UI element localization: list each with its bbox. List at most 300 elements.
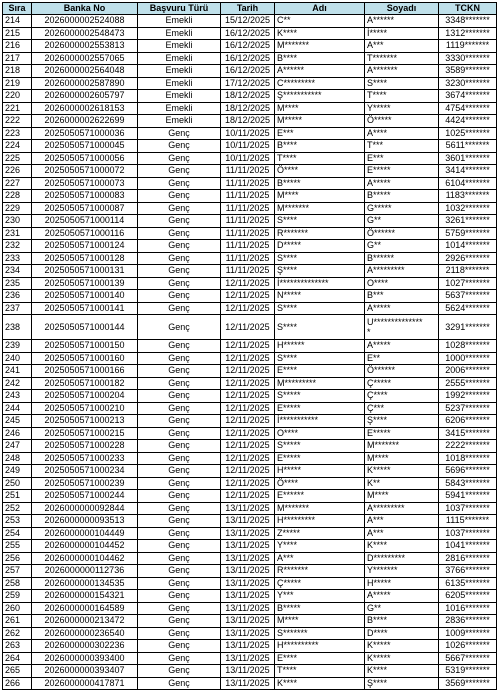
cell-adi: T****: [275, 152, 365, 165]
cell-tarih: 13/11/2025: [221, 590, 275, 603]
cell-banka-no: 2026000002587890: [32, 77, 138, 90]
cell-soyadi: A*********: [365, 502, 439, 515]
cell-tckn: 1119*******: [439, 40, 497, 53]
cell-sira: 225: [3, 152, 32, 165]
cell-adi: E*****: [275, 402, 365, 415]
cell-basvuru-turu: Genç: [138, 540, 221, 553]
cell-sira: 236: [3, 290, 32, 303]
cell-banka-no: 2025050571000228: [32, 440, 138, 453]
table-row: [3, 240, 497, 253]
cell-adi: B****: [275, 52, 365, 65]
cell-basvuru-turu: Emekli: [138, 52, 221, 65]
cell-soyadi: Ö******: [365, 227, 439, 240]
cell-tarih: 11/11/2025: [221, 190, 275, 203]
cell-banka-no: 2025050571000166: [32, 365, 138, 378]
cell-tckn: 1009*******: [439, 627, 497, 640]
cell-sira: 241: [3, 365, 32, 378]
cell-soyadi: G**: [365, 215, 439, 228]
cell-soyadi: S****: [365, 77, 439, 90]
cell-banka-no: 2025050571000073: [32, 177, 138, 190]
cell-soyadi: A*******: [365, 65, 439, 78]
cell-tckn: 4754*******: [439, 102, 497, 115]
cell-adi: R*******: [275, 227, 365, 240]
table-row: [3, 377, 497, 390]
cell-banka-no: 2026000000213472: [32, 615, 138, 628]
table-row: [3, 27, 497, 40]
cell-banka-no: 2026000002622699: [32, 115, 138, 128]
cell-soyadi: G**: [365, 602, 439, 615]
cell-tckn: 5624*******: [439, 302, 497, 315]
cell-basvuru-turu: Genç: [138, 427, 221, 440]
cell-tckn: 3601*******: [439, 152, 497, 165]
cell-basvuru-turu: Emekli: [138, 115, 221, 128]
cell-banka-no: 2025050571000131: [32, 265, 138, 278]
cell-sira: 254: [3, 527, 32, 540]
table-row: [3, 65, 497, 78]
cell-banka-no: 2025050571000036: [32, 127, 138, 140]
cell-tarih: 12/11/2025: [221, 390, 275, 403]
cell-tarih: 13/11/2025: [221, 640, 275, 653]
table-row: [3, 527, 497, 540]
cell-banka-no: 2025050571000213: [32, 415, 138, 428]
cell-basvuru-turu: Genç: [138, 227, 221, 240]
cell-basvuru-turu: Emekli: [138, 77, 221, 90]
table-row: [3, 277, 497, 290]
table-row: [3, 590, 497, 603]
cell-tarih: 10/11/2025: [221, 152, 275, 165]
cell-adi: Y****: [275, 540, 365, 553]
cell-sira: 238: [3, 315, 32, 340]
table-row: [3, 315, 497, 340]
cell-banka-no: 2026000002618153: [32, 102, 138, 115]
cell-adi: E******: [275, 490, 365, 503]
cell-adi: Y***: [275, 590, 365, 603]
cell-banka-no: 2025050571000124: [32, 240, 138, 253]
cell-basvuru-turu: Genç: [138, 502, 221, 515]
cell-basvuru-turu: Genç: [138, 365, 221, 378]
cell-tckn: 5759*******: [439, 227, 497, 240]
cell-tarih: 11/11/2025: [221, 165, 275, 178]
cell-soyadi: K**: [365, 477, 439, 490]
cell-soyadi: U************** *: [365, 315, 439, 340]
cell-banka-no: 2026000000302236: [32, 640, 138, 653]
cell-tarih: 17/12/2025: [221, 77, 275, 90]
cell-tckn: 4424*******: [439, 115, 497, 128]
cell-tarih: 12/11/2025: [221, 465, 275, 478]
cell-basvuru-turu: Genç: [138, 515, 221, 528]
cell-basvuru-turu: Genç: [138, 127, 221, 140]
cell-adi: Ş****: [275, 265, 365, 278]
cell-tarih: 12/11/2025: [221, 490, 275, 503]
cell-sira: 262: [3, 627, 32, 640]
cell-tckn: 2222*******: [439, 440, 497, 453]
table-row: [3, 402, 497, 415]
cell-soyadi: A******: [365, 15, 439, 28]
cell-tckn: 1000*******: [439, 352, 497, 365]
cell-sira: 256: [3, 552, 32, 565]
cell-soyadi: B****: [365, 615, 439, 628]
cell-banka-no: 2026000002548473: [32, 27, 138, 40]
cell-tckn: 2926*******: [439, 252, 497, 265]
cell-basvuru-turu: Genç: [138, 415, 221, 428]
cell-tarih: 13/11/2025: [221, 515, 275, 528]
cell-soyadi: A***: [365, 40, 439, 53]
table-row: [3, 90, 497, 103]
header-soyadi: Soyadı: [365, 3, 439, 15]
cell-basvuru-turu: Genç: [138, 315, 221, 340]
cell-basvuru-turu: Genç: [138, 465, 221, 478]
table-row: [3, 490, 497, 503]
table-row: [3, 77, 497, 90]
cell-tckn: 1027*******: [439, 277, 497, 290]
cell-soyadi: B***: [365, 290, 439, 303]
cell-soyadi: A*********: [365, 265, 439, 278]
table-row: [3, 390, 497, 403]
cell-tckn: 1028*******: [439, 340, 497, 353]
cell-tarih: 15/12/2025: [221, 15, 275, 28]
cell-tarih: 12/11/2025: [221, 290, 275, 303]
table-row: [3, 602, 497, 615]
cell-banka-no: 2026000000104452: [32, 540, 138, 553]
cell-banka-no: 2025050571000182: [32, 377, 138, 390]
cell-tarih: 13/11/2025: [221, 527, 275, 540]
cell-tckn: 3261*******: [439, 215, 497, 228]
table-row: [3, 627, 497, 640]
cell-soyadi: Ç****: [365, 390, 439, 403]
cell-basvuru-turu: Genç: [138, 352, 221, 365]
table-row: [3, 152, 497, 165]
cell-basvuru-turu: Genç: [138, 615, 221, 628]
header-tckn: TCKN: [439, 3, 497, 15]
cell-tarih: 11/11/2025: [221, 227, 275, 240]
cell-banka-no: 2026000000112736: [32, 565, 138, 578]
cell-banka-no: 2025050571000234: [32, 465, 138, 478]
cell-tckn: 5637*******: [439, 290, 497, 303]
cell-adi: E****: [275, 365, 365, 378]
cell-banka-no: 2025050571000210: [32, 402, 138, 415]
cell-tarih: 11/11/2025: [221, 177, 275, 190]
cell-adi: B*****: [275, 177, 365, 190]
cell-tckn: 3589*******: [439, 65, 497, 78]
cell-tckn: 1115*******: [439, 515, 497, 528]
cell-sira: 217: [3, 52, 32, 65]
cell-sira: 232: [3, 240, 32, 253]
cell-tarih: 12/11/2025: [221, 352, 275, 365]
cell-banka-no: 2025050571000141: [32, 302, 138, 315]
cell-basvuru-turu: Genç: [138, 665, 221, 678]
cell-adi: M****: [275, 190, 365, 203]
cell-sira: 266: [3, 677, 32, 690]
cell-banka-no: 2026000002524088: [32, 15, 138, 28]
cell-tckn: 3291*******: [439, 315, 497, 340]
cell-banka-no: 2025050571000144: [32, 315, 138, 340]
table-row: [3, 352, 497, 365]
cell-tarih: 13/11/2025: [221, 552, 275, 565]
table-row: [3, 565, 497, 578]
cell-banka-no: 2025050571000140: [32, 290, 138, 303]
cell-sira: 249: [3, 465, 32, 478]
cell-soyadi: A****: [365, 127, 439, 140]
cell-sira: 257: [3, 565, 32, 578]
cell-banka-no: 2025050571000087: [32, 202, 138, 215]
cell-sira: 264: [3, 652, 32, 665]
cell-banka-no: 2026000000134535: [32, 577, 138, 590]
table-row: [3, 190, 497, 203]
cell-adi: T****: [275, 665, 365, 678]
cell-tckn: 1018*******: [439, 452, 497, 465]
cell-adi: E****: [275, 652, 365, 665]
cell-basvuru-turu: Genç: [138, 565, 221, 578]
cell-basvuru-turu: Emekli: [138, 65, 221, 78]
cell-adi: N*****: [275, 290, 365, 303]
cell-adi: S****: [275, 302, 365, 315]
table-row: [3, 127, 497, 140]
cell-sira: 253: [3, 515, 32, 528]
cell-tarih: 12/11/2025: [221, 315, 275, 340]
cell-adi: C**: [275, 15, 365, 28]
cell-basvuru-turu: Genç: [138, 290, 221, 303]
cell-soyadi: T*******: [365, 52, 439, 65]
cell-tckn: 5319*******: [439, 665, 497, 678]
cell-adi: İ***********: [275, 415, 365, 428]
cell-soyadi: M*******: [365, 440, 439, 453]
cell-banka-no: 2026000002564048: [32, 65, 138, 78]
cell-tarih: 12/11/2025: [221, 477, 275, 490]
cell-sira: 255: [3, 540, 32, 553]
cell-adi: S*******: [275, 627, 365, 640]
cell-adi: Ö****: [275, 165, 365, 178]
cell-banka-no: 2026000002605797: [32, 90, 138, 103]
cell-basvuru-turu: Emekli: [138, 90, 221, 103]
cell-soyadi: O****: [365, 277, 439, 290]
cell-tckn: 1014*******: [439, 240, 497, 253]
table-row: [3, 165, 497, 178]
cell-soyadi: A***: [365, 527, 439, 540]
cell-tckn: 3330*******: [439, 52, 497, 65]
table-row: [3, 15, 497, 28]
cell-banka-no: 2025050571000128: [32, 252, 138, 265]
cell-tckn: 3348*******: [439, 15, 497, 28]
header-banka-no: Banka No: [32, 3, 138, 15]
header-sira: Sıra: [3, 3, 32, 15]
cell-tckn: 1037*******: [439, 502, 497, 515]
cell-tarih: 13/11/2025: [221, 502, 275, 515]
table-row: [3, 577, 497, 590]
cell-adi: H**********: [275, 640, 365, 653]
cell-soyadi: Ö*****: [365, 115, 439, 128]
table-row: [3, 415, 497, 428]
table-row: [3, 115, 497, 128]
cell-banka-no: 2025050571000244: [32, 490, 138, 503]
cell-tckn: 1041*******: [439, 540, 497, 553]
table-row: [3, 665, 497, 678]
table-row: [3, 215, 497, 228]
cell-sira: 227: [3, 177, 32, 190]
cell-basvuru-turu: Genç: [138, 590, 221, 603]
cell-basvuru-turu: Genç: [138, 490, 221, 503]
cell-banka-no: 2025050571000160: [32, 352, 138, 365]
cell-tarih: 12/11/2025: [221, 302, 275, 315]
cell-soyadi: A*****: [365, 302, 439, 315]
cell-tarih: 13/11/2025: [221, 652, 275, 665]
cell-tarih: 12/11/2025: [221, 377, 275, 390]
cell-basvuru-turu: Genç: [138, 452, 221, 465]
cell-soyadi: E**: [365, 352, 439, 365]
cell-basvuru-turu: Genç: [138, 527, 221, 540]
cell-tckn: 2006*******: [439, 365, 497, 378]
cell-tckn: 1016*******: [439, 602, 497, 615]
cell-tckn: 1032*******: [439, 202, 497, 215]
table-row: [3, 465, 497, 478]
cell-banka-no: 2025050571000045: [32, 140, 138, 153]
cell-banka-no: 2025050571000139: [32, 277, 138, 290]
table-row: [3, 40, 497, 53]
cell-adi: M*******: [275, 40, 365, 53]
table-row: [3, 540, 497, 553]
cell-adi: Z*****: [275, 527, 365, 540]
cell-banka-no: 2025050571000150: [32, 340, 138, 353]
cell-adi: D*****: [275, 240, 365, 253]
cell-soyadi: T****: [365, 90, 439, 103]
table-row: [3, 102, 497, 115]
cell-adi: S****: [275, 315, 365, 340]
cell-tarih: 13/11/2025: [221, 627, 275, 640]
cell-soyadi: H*****: [365, 577, 439, 590]
cell-adi: S****: [275, 215, 365, 228]
cell-tckn: 5667*******: [439, 652, 497, 665]
cell-sira: 243: [3, 390, 32, 403]
header-row: [3, 3, 497, 15]
cell-sira: 228: [3, 190, 32, 203]
cell-soyadi: M****: [365, 452, 439, 465]
cell-tckn: 3415*******: [439, 427, 497, 440]
cell-sira: 248: [3, 452, 32, 465]
cell-sira: 231: [3, 227, 32, 240]
cell-sira: 216: [3, 40, 32, 53]
cell-sira: 263: [3, 640, 32, 653]
cell-sira: 239: [3, 340, 32, 353]
cell-adi: O****: [275, 427, 365, 440]
cell-basvuru-turu: Genç: [138, 302, 221, 315]
cell-adi: İ**************: [275, 277, 365, 290]
cell-tarih: 16/12/2025: [221, 40, 275, 53]
cell-adi: M****: [275, 615, 365, 628]
cell-tarih: 12/11/2025: [221, 277, 275, 290]
cell-tckn: 1037*******: [439, 527, 497, 540]
cell-basvuru-turu: Genç: [138, 640, 221, 653]
cell-tckn: 1026*******: [439, 640, 497, 653]
cell-adi: C*********: [275, 77, 365, 90]
cell-adi: B****: [275, 140, 365, 153]
cell-sira: 240: [3, 352, 32, 365]
cell-basvuru-turu: Genç: [138, 177, 221, 190]
cell-soyadi: Y*******: [365, 565, 439, 578]
cell-tckn: 3569*******: [439, 677, 497, 690]
cell-adi: M*******: [275, 202, 365, 215]
cell-banka-no: 2026000002557065: [32, 52, 138, 65]
cell-tarih: 12/11/2025: [221, 402, 275, 415]
cell-adi: H******: [275, 340, 365, 353]
cell-adi: B*****: [275, 602, 365, 615]
cell-basvuru-turu: Genç: [138, 152, 221, 165]
cell-soyadi: M****: [365, 490, 439, 503]
cell-soyadi: Ö******: [365, 365, 439, 378]
header-adi: Adı: [275, 3, 365, 15]
cell-soyadi: K****: [365, 665, 439, 678]
cell-soyadi: K*****: [365, 465, 439, 478]
cell-tarih: 11/11/2025: [221, 202, 275, 215]
cell-basvuru-turu: Emekli: [138, 102, 221, 115]
cell-basvuru-turu: Genç: [138, 440, 221, 453]
cell-tarih: 10/11/2025: [221, 127, 275, 140]
table-row: [3, 365, 497, 378]
cell-tarih: 13/11/2025: [221, 540, 275, 553]
cell-adi: H*********: [275, 515, 365, 528]
cell-banka-no: 2025050571000239: [32, 477, 138, 490]
cell-tarih: 12/11/2025: [221, 440, 275, 453]
cell-banka-no: 2025050571000204: [32, 390, 138, 403]
cell-sira: 258: [3, 577, 32, 590]
cell-adi: K****: [275, 27, 365, 40]
cell-soyadi: T***: [365, 140, 439, 153]
cell-sira: 261: [3, 615, 32, 628]
cell-soyadi: A*****: [365, 340, 439, 353]
table-row: [3, 140, 497, 153]
cell-tarih: 11/11/2025: [221, 252, 275, 265]
cell-soyadi: K*****: [365, 640, 439, 653]
cell-tarih: 13/11/2025: [221, 615, 275, 628]
cell-tckn: 5696*******: [439, 465, 497, 478]
cell-basvuru-turu: Emekli: [138, 40, 221, 53]
table-row: [3, 52, 497, 65]
cell-tarih: 16/12/2025: [221, 27, 275, 40]
cell-banka-no: 2025050571000114: [32, 215, 138, 228]
cell-banka-no: 2025050571000215: [32, 427, 138, 440]
cell-soyadi: Ş****: [365, 415, 439, 428]
cell-banka-no: 2026000000393407: [32, 665, 138, 678]
cell-sira: 246: [3, 427, 32, 440]
cell-tckn: 6206*******: [439, 415, 497, 428]
cell-basvuru-turu: Genç: [138, 215, 221, 228]
cell-tckn: 1025*******: [439, 127, 497, 140]
cell-tckn: 5611*******: [439, 140, 497, 153]
cell-sira: 251: [3, 490, 32, 503]
header-tarih: Tarih: [221, 3, 275, 15]
cell-adi: S*****: [275, 440, 365, 453]
cell-adi: S****: [275, 252, 365, 265]
cell-adi: A***: [275, 552, 365, 565]
cell-tckn: 2555*******: [439, 377, 497, 390]
cell-tarih: 12/11/2025: [221, 415, 275, 428]
table-body: [3, 15, 497, 690]
cell-basvuru-turu: Genç: [138, 190, 221, 203]
cell-sira: 229: [3, 202, 32, 215]
cell-tarih: 16/12/2025: [221, 52, 275, 65]
cell-soyadi: K*****: [365, 652, 439, 665]
cell-banka-no: 2026000000104449: [32, 527, 138, 540]
cell-banka-no: 2026000000236540: [32, 627, 138, 640]
cell-tckn: 6135*******: [439, 577, 497, 590]
cell-sira: 224: [3, 140, 32, 153]
cell-sira: 214: [3, 15, 32, 28]
cell-sira: 222: [3, 115, 32, 128]
cell-adi: H*****: [275, 465, 365, 478]
cell-adi: S*****: [275, 390, 365, 403]
cell-tarih: 10/11/2025: [221, 140, 275, 153]
table-row: [3, 427, 497, 440]
cell-tckn: 6104*******: [439, 177, 497, 190]
cell-soyadi: Y*****: [365, 102, 439, 115]
